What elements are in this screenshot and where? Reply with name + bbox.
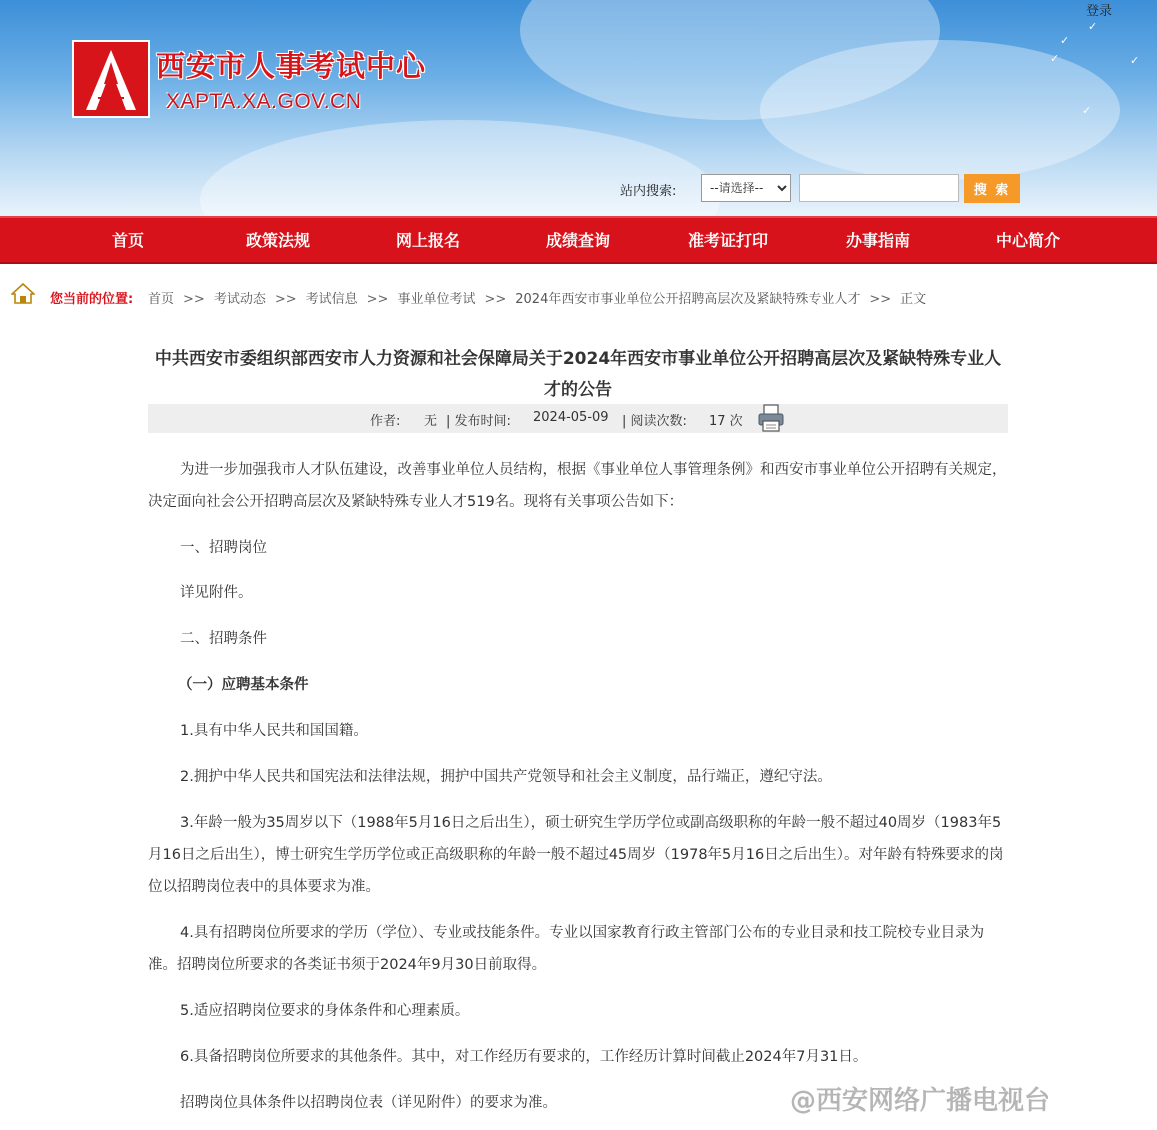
- article-paragraph: 1.具有中华人民共和国国籍。: [180, 723, 368, 739]
- cloud-decoration: [760, 40, 1120, 180]
- watermark: [790, 1080, 1050, 1117]
- breadcrumb-separator: >>: [366, 292, 389, 307]
- article-title: 中共西安市委组织部西安市人力资源和社会保障局关于2024年西安市事业单位公开招聘高层次及紧缺特殊专业人才的公告: [154, 349, 1002, 400]
- article-paragraph: 详见附件。: [180, 585, 253, 601]
- cloud-decoration: [200, 120, 720, 216]
- article-paragraph: 5.适应招聘岗位要求的身体条件和心理素质。: [180, 1003, 470, 1019]
- search-input[interactable]: [799, 174, 959, 202]
- nav-item-about[interactable]: 中心简介: [995, 231, 1060, 250]
- nav-item-guide[interactable]: 办事指南: [845, 231, 910, 250]
- breadcrumb-link-exam-info[interactable]: 考试信息: [305, 292, 358, 307]
- bird-decoration: ✓: [1082, 104, 1092, 117]
- bird-decoration: ✓: [1050, 52, 1060, 65]
- breadcrumb-link-home[interactable]: 首页: [148, 292, 175, 307]
- breadcrumb-separator: >>: [274, 292, 297, 307]
- bird-decoration: ✓: [1060, 34, 1070, 47]
- site-header: [0, 0, 1157, 216]
- breadcrumb-separator: >>: [869, 292, 892, 307]
- subsection-heading: （一）应聘基本条件: [178, 677, 309, 693]
- breadcrumb-link-exam-news[interactable]: 考试动态: [213, 292, 266, 307]
- breadcrumb-label: 您当前的位置:: [50, 292, 134, 307]
- article-paragraph: 为进一步加强我市人才队伍建设，改善事业单位人员结构，根据《事业单位人事管理条例》和西安市事业单位公开招聘有关规定，决定面向社会公开招聘高层次及紧缺特殊专业人才519名。现将有关事项公告如下：: [148, 462, 1007, 510]
- meta-views: 17 次: [709, 414, 743, 429]
- nav-item-admission-ticket[interactable]: 准考证打印: [687, 231, 768, 250]
- watermark-text: @西安网络广播电视台: [790, 1086, 1051, 1116]
- article-paragraph: 6.具备招聘岗位所要求的其他条件。其中，对工作经历有要求的，工作经历计算时间截止2024年7月31日。: [180, 1049, 868, 1065]
- search-category-select[interactable]: [701, 174, 791, 202]
- site-name: 西安市人事考试中心: [156, 49, 427, 83]
- search-button[interactable]: 搜 索: [964, 174, 1020, 203]
- breadcrumb-separator: >>: [484, 292, 507, 307]
- meta-author: 无: [424, 414, 438, 429]
- main-nav: [0, 216, 1157, 264]
- print-icon[interactable]: [757, 403, 785, 433]
- article-paragraph: 2.拥护中华人民共和国宪法和法律法规，拥护中国共产党领导和社会主义制度，品行端正，遵纪守法。: [180, 769, 832, 785]
- meta-views-label: | 阅读次数:: [622, 414, 687, 429]
- nav-item-registration[interactable]: 网上报名: [395, 231, 460, 250]
- login-link[interactable]: 登录: [1086, 4, 1113, 19]
- nav-item-policy[interactable]: 政策法规: [245, 231, 310, 250]
- breadcrumb-link-recruitment-2024[interactable]: 2024年西安市事业单位公开招聘高层次及紧缺特殊专业人才: [515, 292, 861, 307]
- search-label: 站内搜索:: [620, 184, 677, 199]
- home-icon: [11, 282, 35, 304]
- site-url: XAPTA.XA.GOV.CN: [166, 90, 362, 113]
- site-logo-icon[interactable]: [72, 40, 150, 118]
- article-paragraph: 4.具有招聘岗位所要求的学历（学位）、专业或技能条件。专业以国家教育行政主管部门公布的专业目录和技工院校专业目录为准。招聘岗位所要求的各类证书须于2024年9月30日前取得。: [148, 925, 985, 973]
- meta-date: 2024-05-09: [533, 410, 609, 425]
- section-heading: 二、招聘条件: [180, 631, 267, 647]
- article-paragraph: 招聘岗位具体条件以招聘岗位表（详见附件）的要求为准。: [180, 1095, 557, 1111]
- breadcrumb-current: 正文: [900, 292, 927, 307]
- nav-item-scores[interactable]: 成绩查询: [545, 231, 610, 250]
- article-meta-bar: [148, 404, 1008, 433]
- article-paragraph: 3.年龄一般为35周岁以下（1988年5月16日之后出生），硕士研究生学历学位或副高级职称的年龄一般不超过40周岁（1983年5月16日之后出生），博士研究生学历学位或正高级职称的年龄一般不超过45周岁（1978年5月16日之后出生）。对年龄有特殊要求的岗位以招聘岗位表中的具体要求为准。: [148, 815, 1004, 895]
- section-heading: 一、招聘岗位: [180, 540, 267, 556]
- breadcrumb-link-public-institution-exam[interactable]: 事业单位考试: [397, 292, 476, 307]
- nav-item-home[interactable]: 首页: [111, 231, 144, 250]
- meta-date-label: | 发布时间:: [446, 414, 511, 429]
- meta-author-label: 作者:: [370, 414, 401, 429]
- breadcrumb-path: [148, 288, 926, 307]
- logo-mark-icon: [74, 42, 148, 116]
- breadcrumb-separator: >>: [183, 292, 205, 307]
- breadcrumb: [0, 280, 1157, 310]
- bird-decoration: ✓: [1130, 54, 1140, 67]
- bird-decoration: ✓: [1088, 20, 1098, 33]
